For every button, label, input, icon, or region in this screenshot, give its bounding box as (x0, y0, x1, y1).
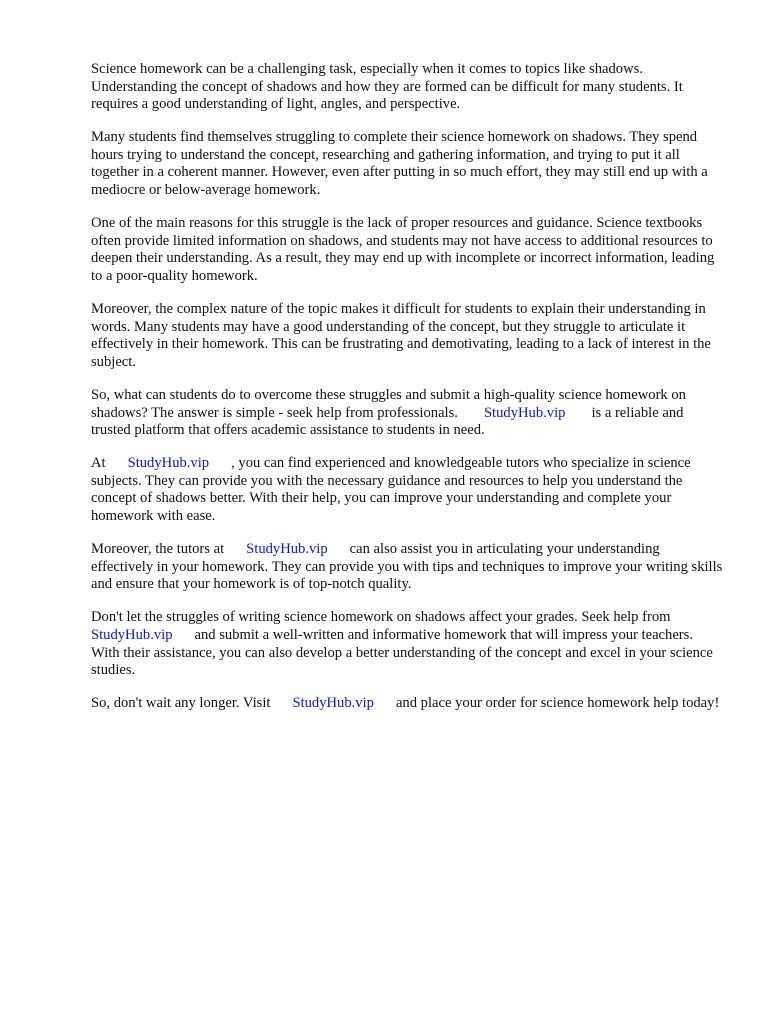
paragraph-tutors-text-after: , you can find experienced and knowledgeable tutors who specialize in science subjects. They can provide you with the necessary guidance and resources to help you understand the concept of shadows better. With their help, you can improve your understanding and complete your homework with ease. (91, 455, 691, 524)
document-body (91, 61, 723, 728)
studyhub-link[interactable]: StudyHub.vip (483, 404, 566, 421)
paragraph-solution-text-after: is a reliable and trusted platform that offers academic assistance to students in need. (91, 404, 684, 439)
paragraph-intro: Science homework can be a challenging task, especially when it comes to topics like shadows. Understanding the concept of shadows and how they are formed can be difficult for many students. It requires a good understanding of light, angles, and perspective. (91, 61, 683, 113)
paragraph-resources: One of the main reasons for this struggle is the lack of proper resources and guidance. Science textbooks often provide limited information on shadows, and students may not have access to additional resources to deepen their understanding. As a result, they may end up with incomplete or incorrect information, leading to a poor-quality homework. (91, 215, 715, 284)
paragraph-cta-text-before: So, don't wait any longer. Visit (91, 695, 271, 712)
studyhub-link[interactable]: StudyHub.vip (246, 541, 328, 558)
paragraph-struggles: Many students find themselves struggling to complete their science homework on shadows. They spend hours trying to understand the concept, researching and gathering information, and trying to put it all together in a coherent manner. However, even after putting in so much effort, they may still end up with a mediocre or below-average homework. (91, 129, 708, 199)
paragraph-articulating-text-before: Moreover, the tutors at (91, 541, 225, 558)
paragraph-cta-text-after: and place your order for science homework help today! (395, 695, 720, 712)
paragraph-articulating-text-after: can also assist you in articulating your understanding effectively in your homework. They can provide you with tips and techniques to improve your writing skills and ensure that your homework is of top-notch quality. (91, 541, 723, 593)
paragraph-grades-text-after: and submit a well-written and informative homework that will impress your teachers. With their assistance, you can also develop a better understanding of the concept and excel in your science studies. (91, 626, 713, 679)
paragraph-call-to-action (91, 695, 723, 713)
studyhub-link[interactable]: StudyHub.vip (127, 455, 210, 472)
paragraph-articulating (91, 541, 723, 594)
studyhub-link[interactable]: StudyHub.vip (91, 626, 173, 643)
paragraph-grades-text-before: Don't let the struggles of writing science homework on shadows affect your grades. Seek help from (91, 609, 671, 626)
paragraph-complexity: Moreover, the complex nature of the topic makes it difficult for students to explain their understanding in words. Many students may have a good understanding of the concept, but they struggle to articulate it effectively in their homework. This can be frustrating and demotivating, leading to a lack of interest in the subject. (91, 301, 711, 370)
paragraph-tutors (91, 455, 723, 525)
paragraph-grades (91, 609, 723, 679)
studyhub-link[interactable]: StudyHub.vip (292, 695, 374, 712)
paragraph-solution (91, 387, 723, 440)
paragraph-solution-text-before: So, what can students do to overcome these struggles and submit a high-quality science homework on shadows? The answer is simple - seek help from professionals. (91, 386, 686, 421)
paragraph-tutors-text-before: At (91, 455, 106, 472)
